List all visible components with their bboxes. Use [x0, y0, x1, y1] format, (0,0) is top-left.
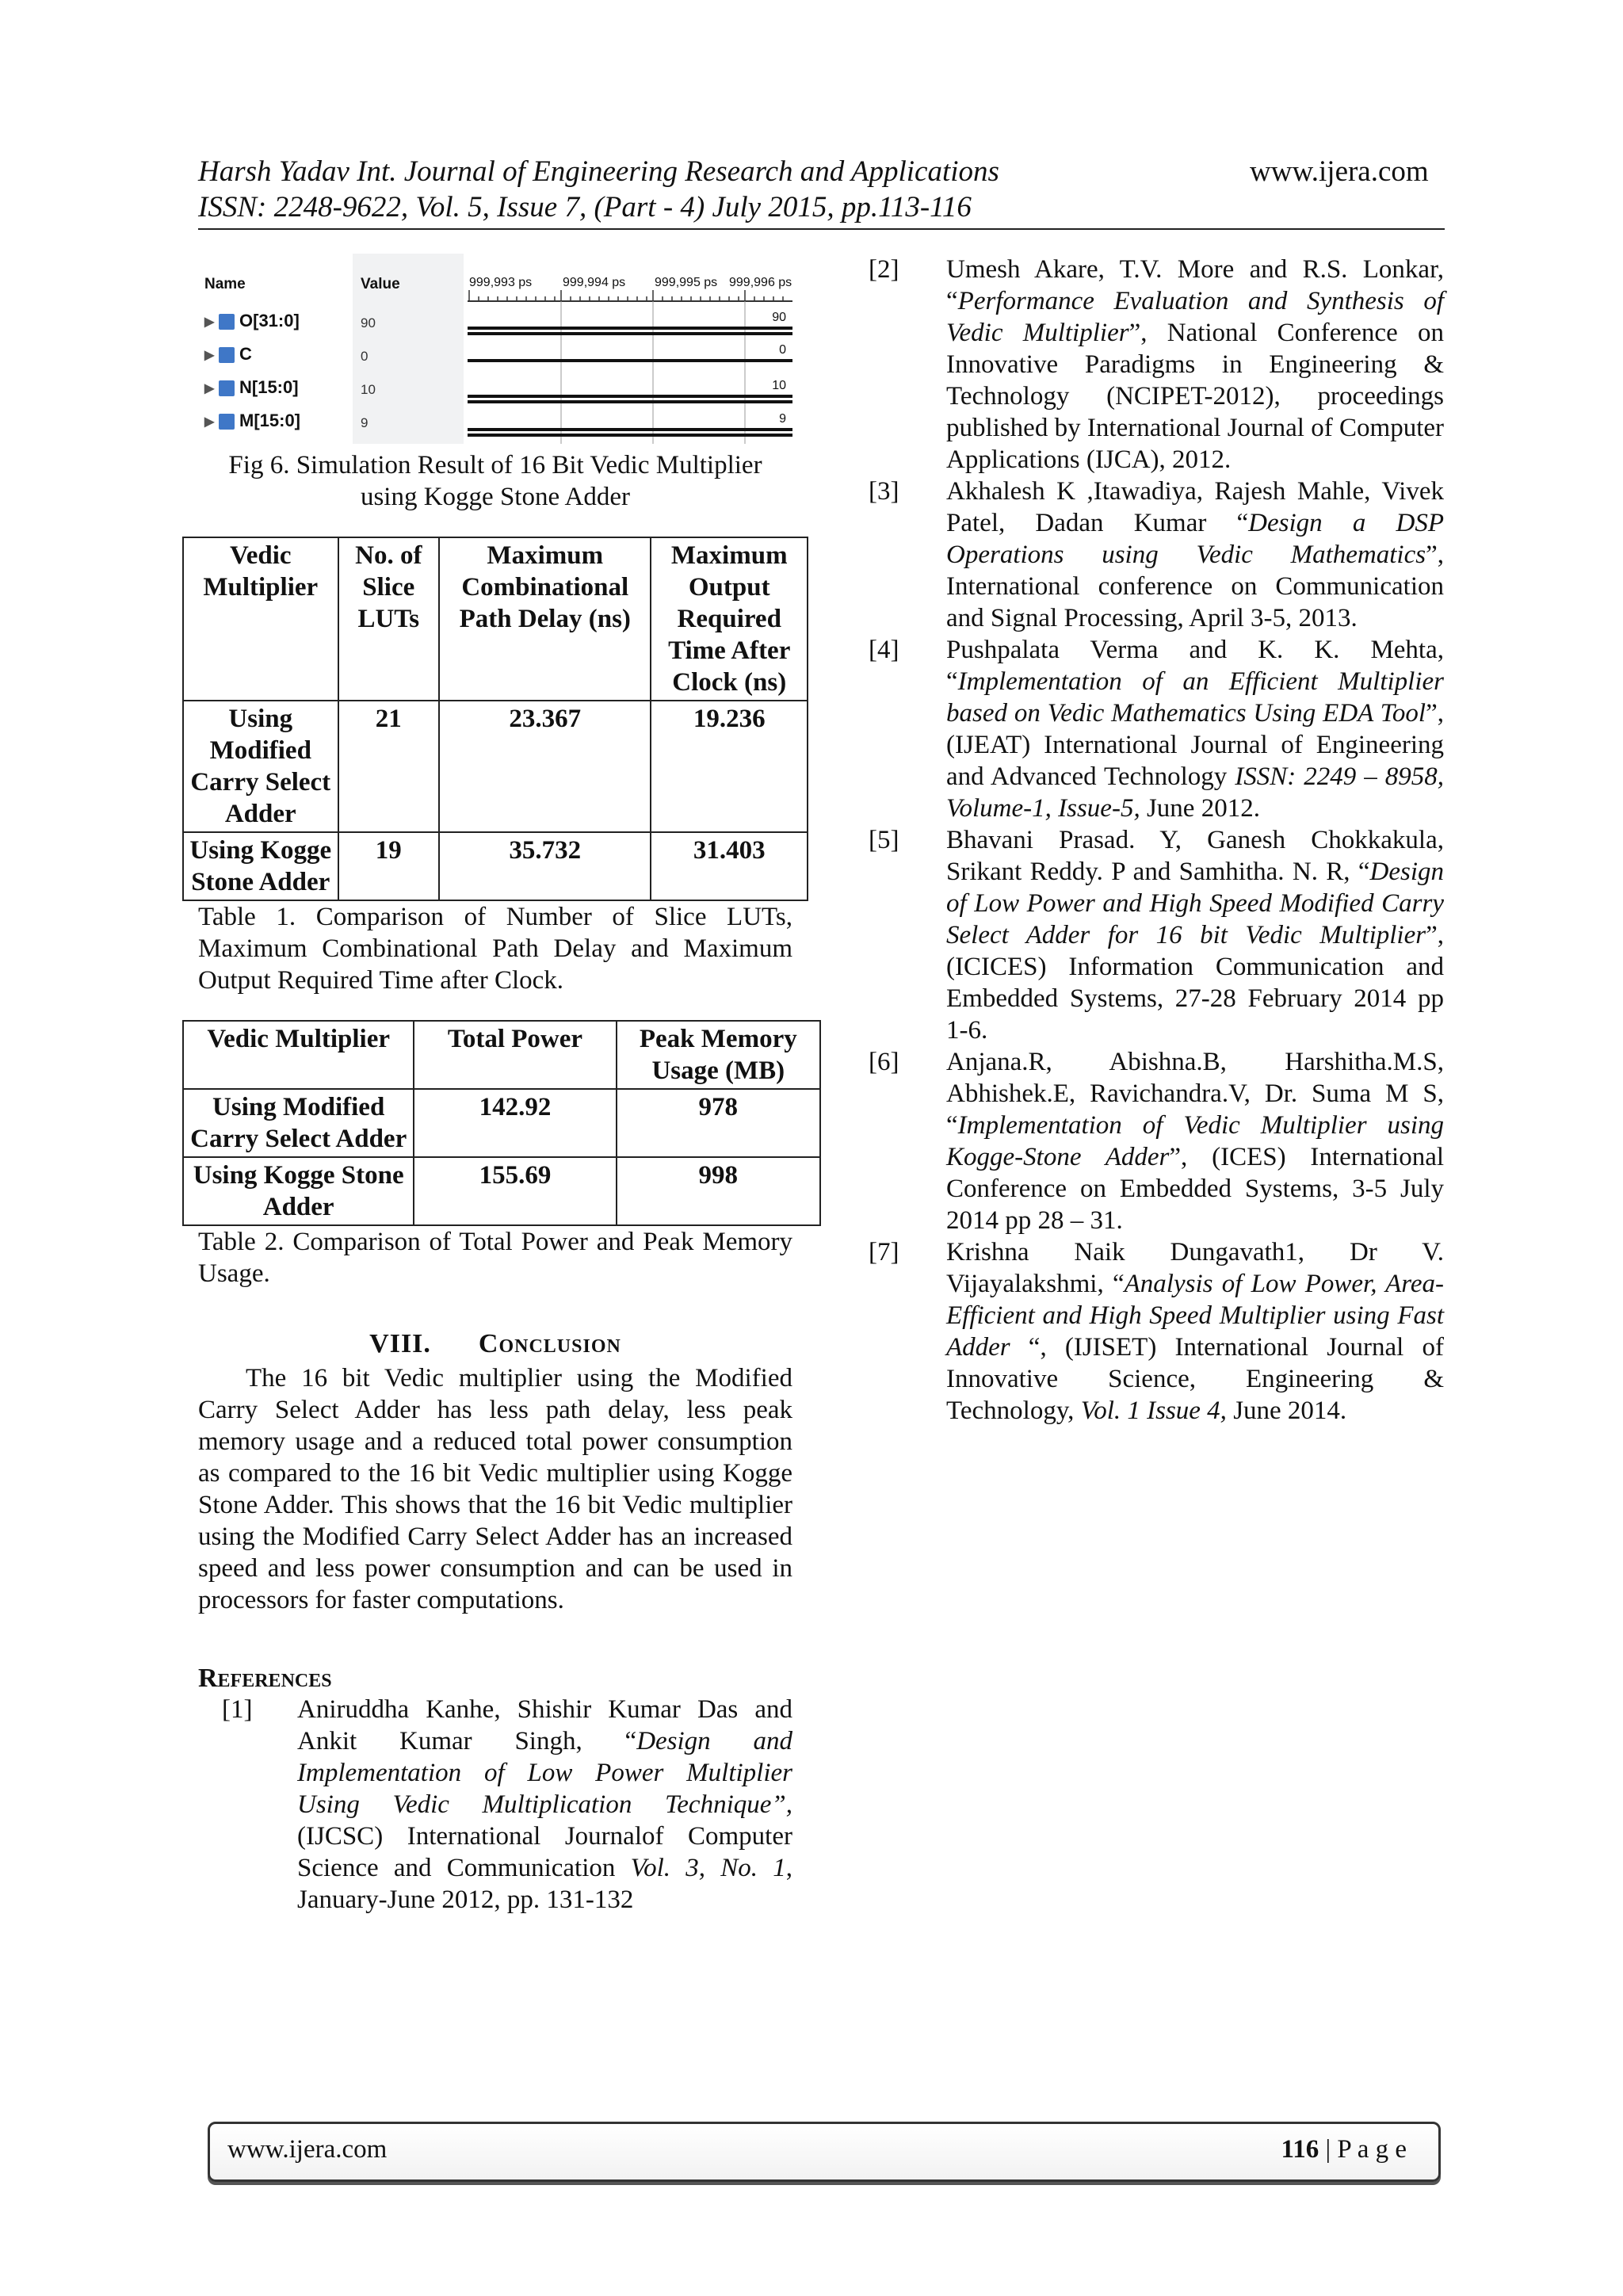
- expand-arrow-icon: ▶: [204, 349, 215, 362]
- reference-title: Performance Evaluation and Synthesis of Vedic Multiplier: [946, 287, 1444, 347]
- reference-title: Analysis of Low Power, Area- Efficient and High Speed Multiplier using Fast Adder: [946, 1270, 1444, 1362]
- reference-text: June 2012.: [1140, 794, 1260, 823]
- reference-volume: Vol. 3, No. 1: [630, 1854, 786, 1882]
- signal-trace: [468, 395, 792, 398]
- figure-caption: Fig 6. Simulation Result of 16 Bit Vedic Multiplier using Kogge Stone Adder: [228, 451, 762, 511]
- signal-trace: [468, 359, 792, 362]
- reference-volume: ISSN: 2249 – 8958, Volume-1, Issue-5,: [946, 762, 1444, 823]
- section-title: Conclusion: [478, 1329, 621, 1358]
- signal-row: [198, 407, 349, 439]
- table-2-caption: Table 2. Comparison of Total Power and Peak Memory Usage.: [198, 1228, 792, 1288]
- table-cell: 21: [338, 701, 440, 832]
- reference-text: Anjana.R, Abishna.B, Harshitha.M.S, Abhishek.E, Ravichandra.V, Dr. Suma M S, “: [946, 1048, 1444, 1140]
- bus-icon: [219, 314, 235, 330]
- page-label: | P a g e: [1319, 2135, 1407, 2164]
- signal-value: 90: [361, 315, 376, 330]
- signal-row: [198, 374, 349, 406]
- left-column: [189, 254, 797, 1916]
- table-cell: Using Kogge Stone Adder: [183, 1157, 414, 1225]
- signal-value-panel: [353, 254, 464, 444]
- expand-arrow-icon: ▶: [204, 315, 215, 329]
- table-row: [183, 1157, 820, 1225]
- table-header-row: [183, 1021, 820, 1089]
- reference-text: Umesh Akare, T.V. More and R.S. Lonkar, “: [946, 255, 1444, 315]
- bus-icon: [219, 380, 235, 396]
- table-cell: 142.92: [414, 1089, 616, 1157]
- header-url[interactable]: www.ijera.com: [1250, 155, 1429, 188]
- reference-text: ”, (ICICES) Information Communication and Embedded Systems, 27-28 February 2014 pp 1-6.: [946, 921, 1444, 1045]
- signal-row: [198, 308, 349, 339]
- conclusion-heading: [198, 1329, 792, 1359]
- signal-name: C: [239, 344, 252, 364]
- reference-item: [869, 476, 1444, 634]
- table-cell: 155.69: [414, 1157, 616, 1225]
- waveform-panel: [468, 254, 792, 444]
- signal-value: 0: [361, 349, 369, 364]
- reference-title: Implementation of Vedic Multiplier using Kogge-Stone Adder: [946, 1111, 1444, 1171]
- signal-value: 10: [361, 382, 376, 397]
- reference-number: [6]: [869, 1048, 899, 1076]
- name-column-header: Name: [204, 276, 246, 292]
- signal-row: [198, 341, 349, 372]
- table-header-cell: Peak Memory Usage (MB): [617, 1021, 820, 1089]
- table-cell: Using Kogge Stone Adder: [183, 832, 338, 900]
- journal-header-line1: Harsh Yadav Int. Journal of Engineering Research and Applications: [198, 155, 999, 188]
- table-header-cell: Vedic Multiplier: [183, 1021, 414, 1089]
- signal-name: M[15:0]: [239, 411, 301, 430]
- trace-value: 90: [772, 311, 786, 324]
- table-2: [182, 1020, 821, 1226]
- reference-text: (IJCSC) International Journalof Computer Science and Communication: [297, 1822, 792, 1882]
- trace-value: 10: [772, 379, 786, 392]
- reference-title: Implementation of an Efficient Multiplier based on Vedic Mathematics Using EDA Tool: [946, 667, 1444, 728]
- reference-text: Akhalesh K ,Itawadiya, Rajesh Mahle, Vivek Patel, Dadan Kumar “: [946, 477, 1444, 537]
- time-tick-label: 999,994 ps: [563, 276, 626, 289]
- reference-text: Pushpalata Verma and K. K. Mehta, “: [946, 636, 1444, 696]
- page-footer: [208, 2122, 1441, 2182]
- reference-text: Bhavani Prasad. Y, Ganesh Chokkakula, Srikant Reddy. P and Samhitha. N. R, “: [946, 826, 1444, 886]
- trace-value: 0: [779, 343, 786, 357]
- footer-url[interactable]: www.ijera.com: [227, 2135, 388, 2164]
- signal-trace: [468, 434, 792, 437]
- references-heading: References: [198, 1664, 332, 1693]
- reference-text: Aniruddha Kanhe, Shishir Kumar Das and Ankit Kumar Singh, “: [297, 1695, 792, 1755]
- table-header-cell: Maximum Combinational Path Delay (ns): [439, 537, 651, 701]
- reference-text: ”, National Conference on Innovative Paradigms in Engineering & Technology (NCIPET-2012), proceedings published by International Journal of Computer Applications (IJCA), 2012.: [946, 319, 1444, 474]
- reference-number: [5]: [869, 826, 899, 854]
- reference-item: [869, 1046, 1444, 1236]
- table-header-cell: Maximum Output Required Time After Clock (ns): [651, 537, 808, 701]
- reference-number: [2]: [869, 255, 899, 284]
- table-row: [183, 832, 808, 900]
- right-column: [869, 254, 1444, 1427]
- signal-trace: [468, 400, 792, 403]
- table-cell: 978: [617, 1089, 820, 1157]
- table-row: [183, 1089, 820, 1157]
- expand-arrow-icon: ▶: [204, 382, 215, 395]
- expand-arrow-icon: ▶: [204, 415, 215, 429]
- reference-title: Design a DSP Operations using Vedic Mathematics: [946, 509, 1444, 569]
- table-cell: 35.732: [439, 832, 651, 900]
- time-tick-label: 999,993 ps: [469, 276, 533, 289]
- reference-number: [4]: [869, 636, 899, 664]
- time-tick-label: 999,996 ps: [729, 276, 792, 289]
- reference-number: [7]: [869, 1238, 899, 1266]
- table-1-caption: Table 1. Comparison of Number of Slice LUTs, Maximum Combinational Path Delay and Maximum Output Required Time after Clock.: [198, 903, 792, 995]
- simulation-figure: [198, 254, 792, 448]
- reference-number: [3]: [869, 477, 899, 506]
- reference-item: [869, 824, 1444, 1046]
- table-cell: 19.236: [651, 701, 808, 832]
- signal-name-panel: [198, 254, 349, 444]
- reference-volume: Vol. 1 Issue 4,: [1080, 1396, 1227, 1425]
- trace-value: 9: [779, 412, 786, 426]
- section-number: VIII.: [369, 1329, 431, 1358]
- reference-text: , January-June 2012, pp. 131-132: [297, 1854, 792, 1914]
- reference-text: ”, (IJEAT) International Journal of Engineering and Advanced Technology: [946, 699, 1444, 791]
- table-cell: 998: [617, 1157, 820, 1225]
- reference-item: [198, 1694, 792, 1916]
- table-1: [182, 537, 808, 901]
- reference-title: Design of Low Power and High Speed Modified Carry Select Adder for 16 bit Vedic Multiplier: [946, 858, 1444, 949]
- page-number-value: 116: [1281, 2135, 1319, 2164]
- reference-number: [1]: [222, 1695, 253, 1724]
- reference-item: [869, 254, 1444, 476]
- signal-trace: [468, 428, 792, 431]
- bus-icon: [219, 347, 235, 363]
- reference-text: Krishna Naik Dungavath1, Dr V. Vijayalakshmi, “: [946, 1238, 1444, 1298]
- table-header-cell: Vedic Multiplier: [183, 537, 338, 701]
- table-header-cell: No. of Slice LUTs: [338, 537, 440, 701]
- table-cell: 23.367: [439, 701, 651, 832]
- table-row: [183, 701, 808, 832]
- reference-title: Design and Implementation of Low Power Multiplier Using Vedic Multiplication Technique”,: [297, 1727, 792, 1819]
- signal-name: N[15:0]: [239, 377, 299, 397]
- time-tick-label: 999,995 ps: [655, 276, 718, 289]
- table-cell: Using Modified Carry Select Adder: [183, 701, 338, 832]
- page-number: [1281, 2135, 1407, 2164]
- journal-header-line2: ISSN: 2248-9622, Vol. 5, Issue 7, (Part - 4) July 2015, pp.113-116: [198, 191, 972, 223]
- reference-item: [869, 1236, 1444, 1427]
- signal-value: 9: [361, 415, 369, 430]
- value-column-header: Value: [361, 276, 400, 292]
- header-rule: [198, 228, 1445, 230]
- bus-icon: [219, 414, 235, 430]
- signal-name: O[31:0]: [239, 311, 300, 330]
- reference-item: [869, 634, 1444, 824]
- conclusion-paragraph: The 16 bit Vedic multiplier using the Modified Carry Select Adder has less path delay, less peak memory usage and a reduced total power consumption as compared to the 16 bit Vedic multiplier using Kogge Stone Adder. This shows that the 16 bit Vedic multiplier using the Modified Carry Select Adder has an increased speed and less power consumption and can be used in processors for faster computations.: [198, 1364, 792, 1614]
- reference-text: “, (IJISET) International Journal of Innovative Science, Engineering & Technology,: [946, 1333, 1444, 1425]
- reference-text: June 2014.: [1226, 1396, 1347, 1425]
- reference-text: ”, (ICES) International Conference on Embedded Systems, 3-5 July 2014 pp 28 – 31.: [946, 1143, 1445, 1235]
- reference-text: ”, International conference on Communication and Signal Processing, April 3-5, 2013.: [946, 541, 1444, 632]
- table-header-row: [183, 537, 808, 701]
- table-cell: 19: [338, 832, 440, 900]
- signal-trace: [468, 332, 792, 335]
- table-header-cell: Total Power: [414, 1021, 616, 1089]
- signal-trace: [468, 327, 792, 330]
- table-cell: 31.403: [651, 832, 808, 900]
- table-cell: Using Modified Carry Select Adder: [183, 1089, 414, 1157]
